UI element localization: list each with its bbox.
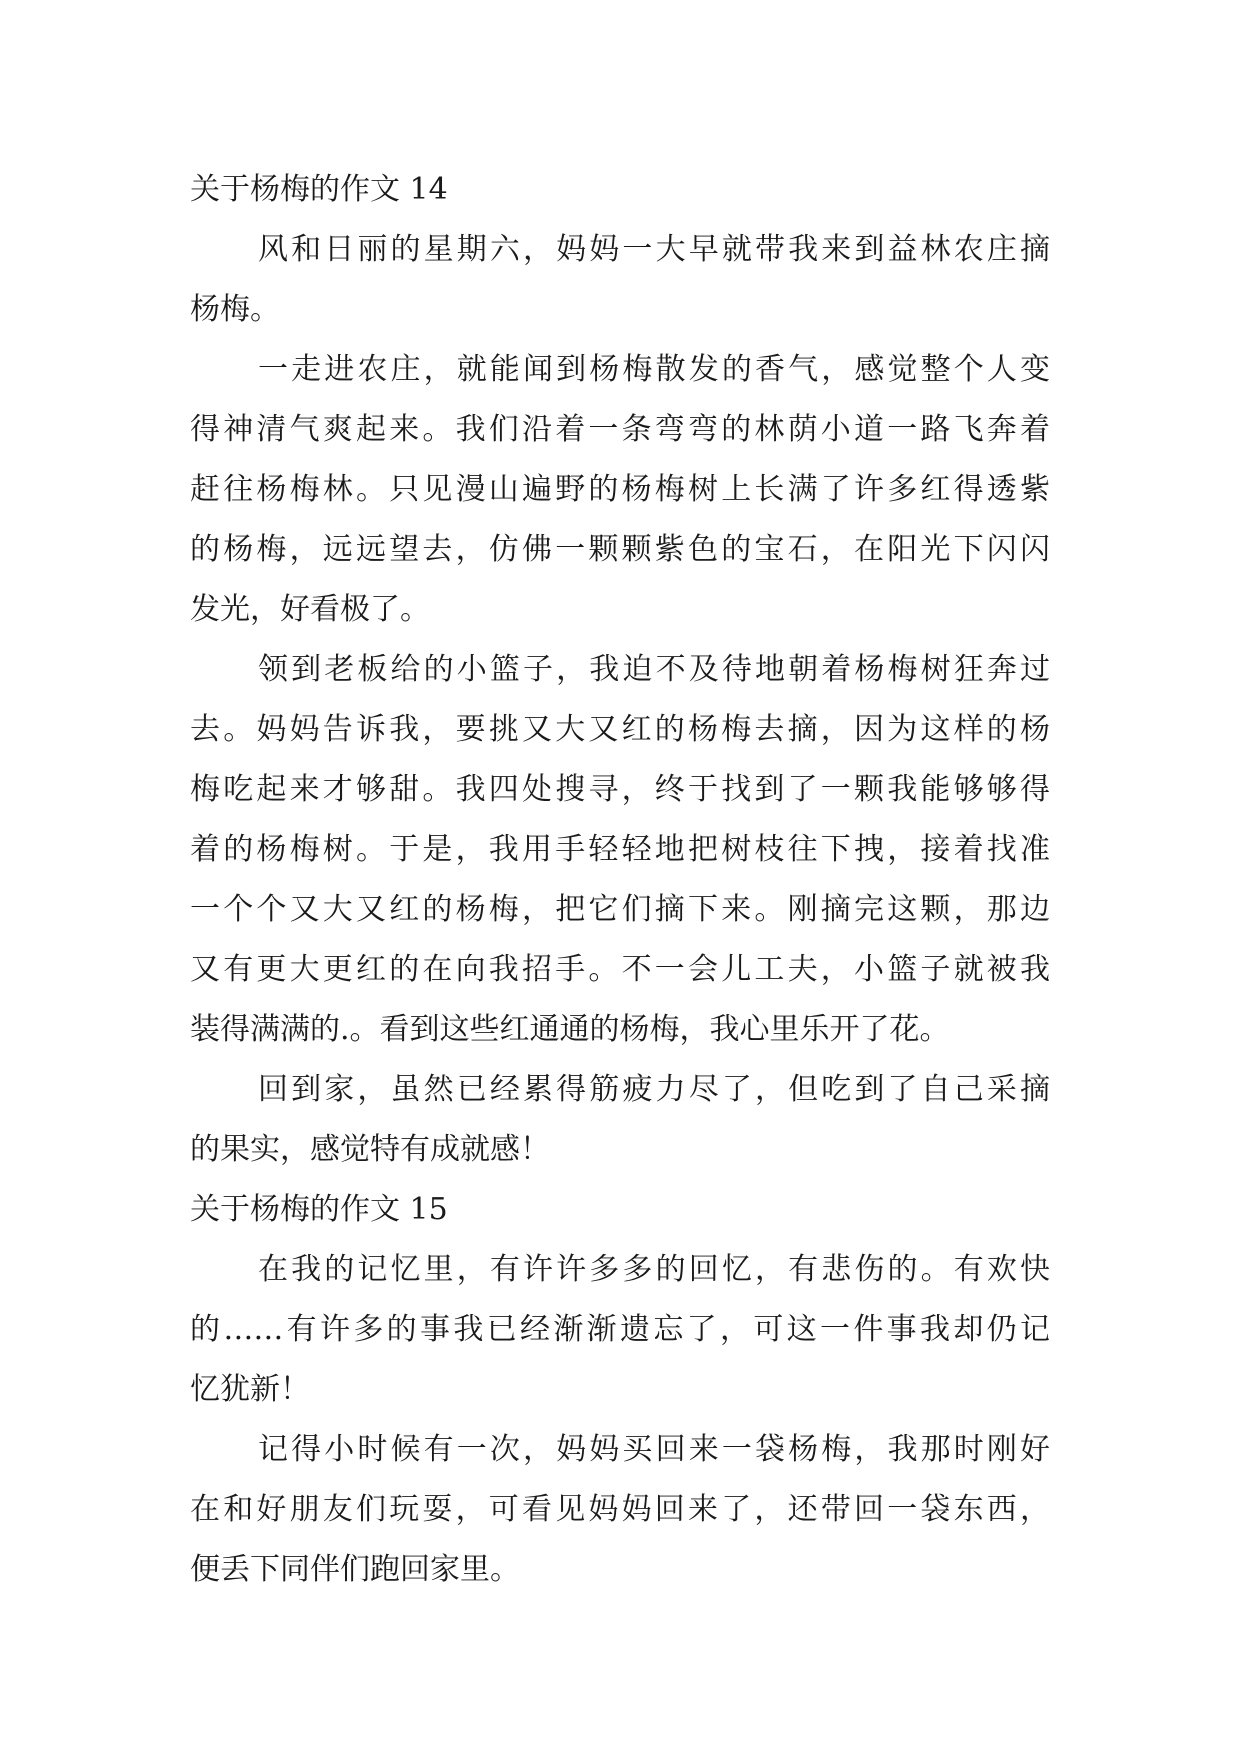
text-line: 一走进农庄，就能闻到杨梅散发的香气，感觉整个人变 — [258, 352, 1050, 387]
text-line: 在和好朋友们玩耍，可看见妈妈回来了，还带回一袋东西， — [190, 1492, 1050, 1527]
text-line: 回到家，虽然已经累得筋疲力尽了，但吃到了自己采摘 — [258, 1072, 1050, 1107]
paragraph — [190, 1420, 1050, 1600]
text-line: 赶往杨梅林。只见漫山遍野的杨梅树上长满了许多红得透紫 — [190, 472, 1050, 507]
text-line: 领到老板给的小篮子，我迫不及待地朝着杨梅树狂奔过 — [258, 652, 1050, 687]
text-line: 的……有许多的事我已经渐渐遗忘了，可这一件事我却仍记 — [190, 1312, 1050, 1347]
text-line: 去。妈妈告诉我，要挑又大又红的杨梅去摘，因为这样的杨 — [190, 712, 1050, 747]
paragraph — [190, 640, 1050, 1060]
text-line: 的杨梅，远远望去，仿佛一颗颗紫色的宝石，在阳光下闪闪 — [190, 532, 1050, 567]
document-body — [190, 160, 1050, 1600]
text-line: 在我的记忆里，有许许多多的回忆，有悲伤的。有欢快 — [258, 1252, 1050, 1287]
paragraph — [190, 1060, 1050, 1180]
text-line: 装得满满的.。看到这些红通通的杨梅，我心里乐开了花。 — [190, 1012, 950, 1047]
text-line: 便丢下同伴们跑回家里。 — [190, 1552, 520, 1587]
paragraph — [190, 340, 1050, 640]
text-line: 记得小时候有一次，妈妈买回来一袋杨梅，我那时刚好 — [258, 1432, 1050, 1467]
text-line: 梅吃起来才够甜。我四处搜寻，终于找到了一颗我能够够得 — [190, 772, 1050, 807]
essay-title-15: 关于杨梅的作文 15 — [190, 1192, 448, 1227]
text-line: 忆犹新！ — [190, 1372, 310, 1407]
essay-title-14: 关于杨梅的作文 14 — [190, 172, 448, 207]
text-line: 一个个又大又红的杨梅，把它们摘下来。刚摘完这颗，那边 — [190, 892, 1050, 927]
text-line: 发光，好看极了。 — [190, 592, 430, 627]
text-line: 杨梅。 — [190, 292, 280, 327]
paragraph — [190, 220, 1050, 340]
text-line: 的果实，感觉特有成就感！ — [190, 1132, 550, 1167]
text-line: 风和日丽的星期六，妈妈一大早就带我来到益林农庄摘 — [258, 232, 1050, 267]
text-line: 又有更大更红的在向我招手。不一会儿工夫，小篮子就被我 — [190, 952, 1050, 987]
paragraph — [190, 1240, 1050, 1420]
text-line: 着的杨梅树。于是，我用手轻轻地把树枝往下拽，接着找准 — [190, 832, 1050, 867]
text-line: 得神清气爽起来。我们沿着一条弯弯的林荫小道一路飞奔着 — [190, 412, 1050, 447]
